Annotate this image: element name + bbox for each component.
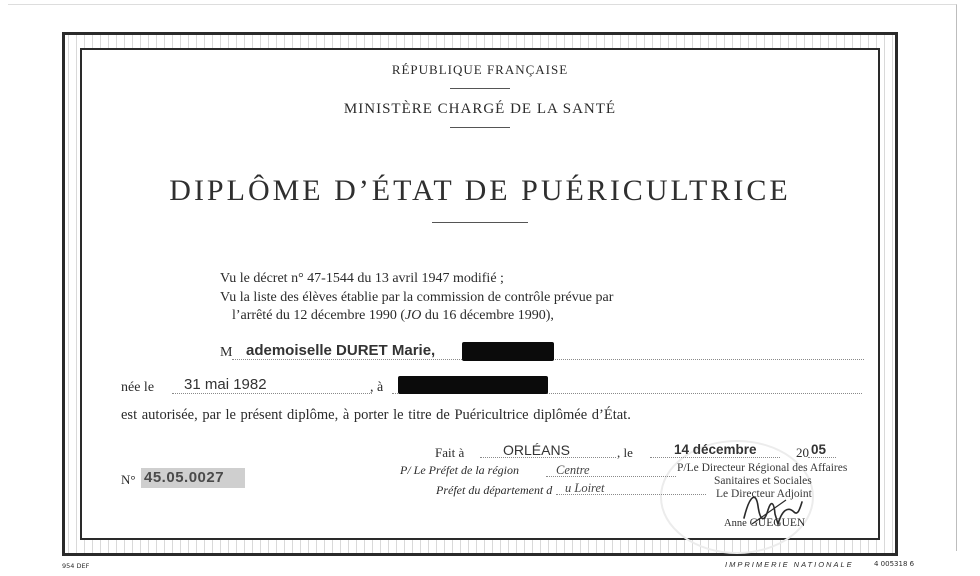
prefet-region-label: Le Préfet de la région	[413, 463, 519, 477]
year-line	[808, 457, 836, 458]
director-name	[724, 517, 805, 529]
diploma-number: 45.05.0027	[144, 469, 225, 486]
holder-name: ademoiselle DURET Marie,	[246, 342, 436, 359]
director-given-name: Anne	[724, 518, 747, 529]
director-line-1: P/Le Directeur Régional des Affaires	[677, 462, 848, 474]
title-prefix: M	[220, 345, 233, 360]
year-suffix: 05	[811, 442, 827, 457]
arrete-line	[232, 308, 554, 324]
redacted-name	[462, 342, 554, 361]
birth-place-label: , à	[370, 380, 384, 395]
prefet-region: Centre	[556, 463, 590, 477]
title-rule	[432, 222, 528, 223]
diploma-title: DIPLÔME D’ÉTAT DE PUÉRICULTRICE	[169, 174, 791, 207]
director-family-name: GUEGUEN	[749, 517, 806, 529]
printer-imprint: IMPRIMERIE NATIONALE	[725, 560, 854, 569]
authorization-text: est autorisée, par le présent diplôme, à porter le titre de Puéricultrice diplômée d’État.	[121, 407, 631, 423]
redacted-birthplace	[398, 376, 548, 394]
department-line	[556, 494, 706, 495]
header-rule-1	[450, 88, 510, 89]
jo-abbrev: JO	[404, 308, 422, 323]
prefet-department: u Loiret	[565, 481, 605, 495]
header-rule-2	[450, 127, 510, 128]
issue-city: ORLÉANS	[503, 442, 570, 458]
fait-label: Fait à	[435, 445, 465, 460]
city-line	[480, 457, 616, 458]
arrete-text-a: l’arrêté du 12 décembre 1990 (	[232, 308, 405, 323]
prefet-prefix: P/	[400, 463, 411, 477]
born-label: née le	[121, 380, 155, 395]
director-line-2: Sanitaires et Sociales	[714, 475, 812, 487]
serial-code: 4 005318 6	[874, 560, 915, 568]
ministry-heading: MINISTÈRE CHARGÉ DE LA SANTÉ	[343, 101, 617, 117]
arrete-text-b: du 16 décembre 1990),	[421, 308, 554, 323]
number-label: N°	[121, 472, 136, 487]
prefet-line-1	[400, 463, 519, 478]
birth-date-line	[172, 393, 372, 394]
director-line-3: Le Directeur Adjoint	[716, 488, 812, 500]
form-code: 954 DEF	[62, 562, 90, 570]
decree-line: Vu le décret n° 47-1544 du 13 avril 1947 modifié ;	[220, 271, 504, 286]
republic-heading: RÉPUBLIQUE FRANÇAISE	[391, 62, 569, 77]
region-line	[546, 476, 676, 477]
year-prefix: 20	[796, 445, 809, 460]
commission-line: Vu la liste des élèves établie par la commission de contrôle prévue par	[220, 290, 614, 305]
birth-date: 31 mai 1982	[184, 376, 267, 393]
le-label: , le	[617, 445, 633, 460]
prefet-department-label: Préfet du département d	[436, 483, 553, 497]
date-line	[650, 457, 780, 458]
issue-date: 14 décembre	[674, 442, 757, 457]
